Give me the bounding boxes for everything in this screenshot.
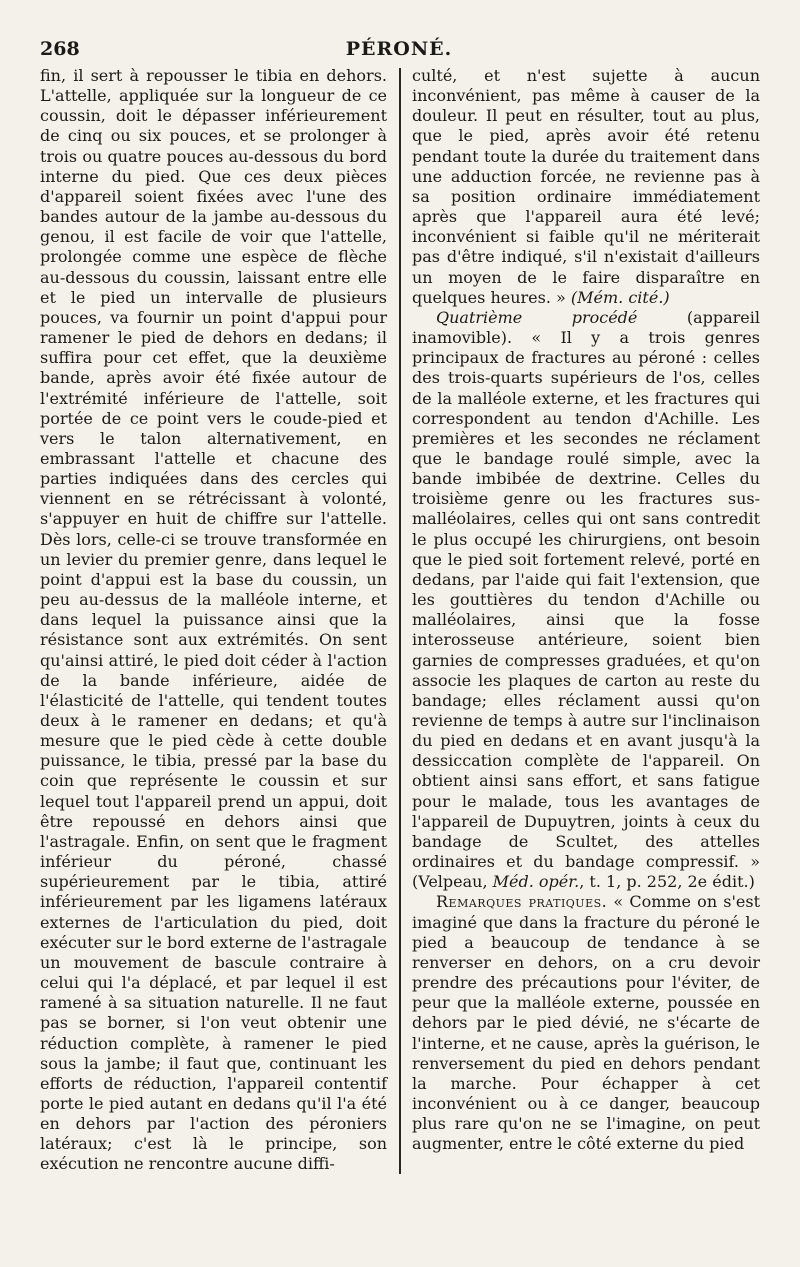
continuation-text: culté, et n'est sujette à aucun inconvénient, pas même à causer de la douleur. Il peut en résulter, tout au plus, que le pied, après avoir été retenu pendant toute la durée du traitement dans une adduction forcée, ne revienne pas à sa position ordinaire immédiatement après que l'appareil aura été levé; inconvénient si faible qu'il ne mériterait pas d'être indiqué, s'il n'existait d'ailleurs un moyen de le faire disparaître en quelques heures. » [412,66,760,307]
practical-remarks-text: « Comme on s'est imaginé que dans la fracture du péroné le pied a beaucoup de tendance à se renverser en dehors, on a cru devoir prendre des précautions pour l'éviter, de peur que la malléole externe, poussée en dehors par le pied dévié, ne s'écarte de l'interne, et ne cause, après la guérison, le renversement du pied en dehors pendant la marche. Pour échapper à cet inconvénient ou à ce danger, beaucoup plus rare qu'on ne se l'imagine, on peut augmenter, entre le côté externe du pied [412,892,760,1154]
right-column [412,66,760,1154]
velpeau-citation-details: , t. 1, p. 252, 2e édit.) [579,872,755,892]
column-divider [399,68,401,1174]
fourth-procedure-text: (appareil inamovible). « Il y a trois genres principaux de fractures au péroné : celles des trois-quarts supérieurs de l'os, celles de la malléole externe, et les fractures qui correspondent au tendon d'Achille. Les premières et les secondes ne réclament que le bandage roulé simple, avec la bande imbibée de dextrine. Celles du troisième genre ou les fractures sus-malléolaires, celles qui ont sans contredit le plus occupé les chirurgiens, ont besoin que le pied soit fortement relevé, porté en dedans, par l'aide qui fait l'extension, que les gouttières du tendon d'Achille ou malléolaires, ainsi que la fosse interosseuse antérieure, soient bien garnies de compresses graduées, et qu'on associe les plaques de carton au reste du bandage; elles réclament aussi qu'on revienne de temps à autre sur l'inclinaison du pied en dedans et en avant jusqu'à la dessiccation complète de l'appareil. On obtient ainsi sans effort, et sans fatigue pour le malade, tous les avantages de l'appareil de Dupuytren, joints à ceux du bandage de Scultet, des attelles ordinaires et du bandage compressif. » (Velpeau, [412,307,760,892]
fourth-procedure-paragraph [412,308,760,893]
page-header [40,38,758,64]
practical-remarks-heading: Remarques pratiques. [436,892,608,912]
right-paragraph-continuation [412,66,760,308]
left-column [40,66,387,1175]
page-number: 268 [40,38,80,60]
velpeau-citation-title: Méd. opér. [492,872,580,892]
left-paragraph: fin, il sert à repousser le tibia en dehors. L'attelle, appliquée sur la longueur de ce coussin, doit le dépasser inférieurement de cinq ou six pouces, et se prolonger à trois ou quatre pouces au-dessous du bord interne du pied. Que ces deux pièces d'appareil soient fixées avec l'une des bandes autour de la jambe au-dessous du genou, il est facile de voir que l'attelle, prolongée comme une espèce de flèche au-dessous du coussin, laissant entre elle et le pied un intervalle de plusieurs pouces, va fournir un point d'appui pour ramener le pied de dehors en dedans; il suffira pour cet effet, que la deuxième bande, après avoir été fixée autour de l'extrémité inférieure de l'attelle, soit portée de ce point vers le coude-pied et vers le talon alternativement, en embrassant l'attelle et chacune des parties indiquées dans des cercles qui viennent en se rétrécissant à volonté, s'appuyer en huit de chiffre sur l'attelle. Dès lors, celle-ci se trouve transformée en un levier du premier genre, dans lequel le point d'appui est la base du coussin, un peu au-dessus de la malléole interne, et dans lequel la puissance ainsi que la résistance sont aux extrémités. On sent qu'ainsi attiré, le pied doit céder à l'action de la bande inférieure, aidée de l'élasticité de l'attelle, qui tendent toutes deux à le ramener en dedans; et qu'à mesure que le pied cède à cette double puissance, le tibia, pressé par la base du coin que représente le coussin et sur lequel tout l'appareil prend un appui, doit être repoussé en dehors ainsi que l'astragale. Enfin, on sent que le fragment inférieur du péroné, chassé supérieurement par le tibia, attiré inférieurement par les ligamens latéraux externes de l'articulation du pied, doit exécuter sur le bord externe de l'astragale un mouvement de bascule contraire à celui qui l'a déplacé, et par lequel il est ramené à sa situation naturelle. Il ne faut pas se borner, si l'on veut obtenir une réduction complète, à ramener le pied sous la jambe; il faut que, continuant les efforts de réduction, l'appareil contentif porte le pied autant en dedans qu'il l'a été en dehors par l'action des péroniers latéraux; c'est là le principe, son exécution ne rencontre aucune diffi- [40,66,387,1174]
fourth-procedure-heading: Quatrième procédé [436,307,638,327]
running-head: PÉRONÉ. [345,38,453,60]
practical-remarks-paragraph [412,892,760,1154]
memoire-citation: (Mém. cité.) [570,287,670,307]
